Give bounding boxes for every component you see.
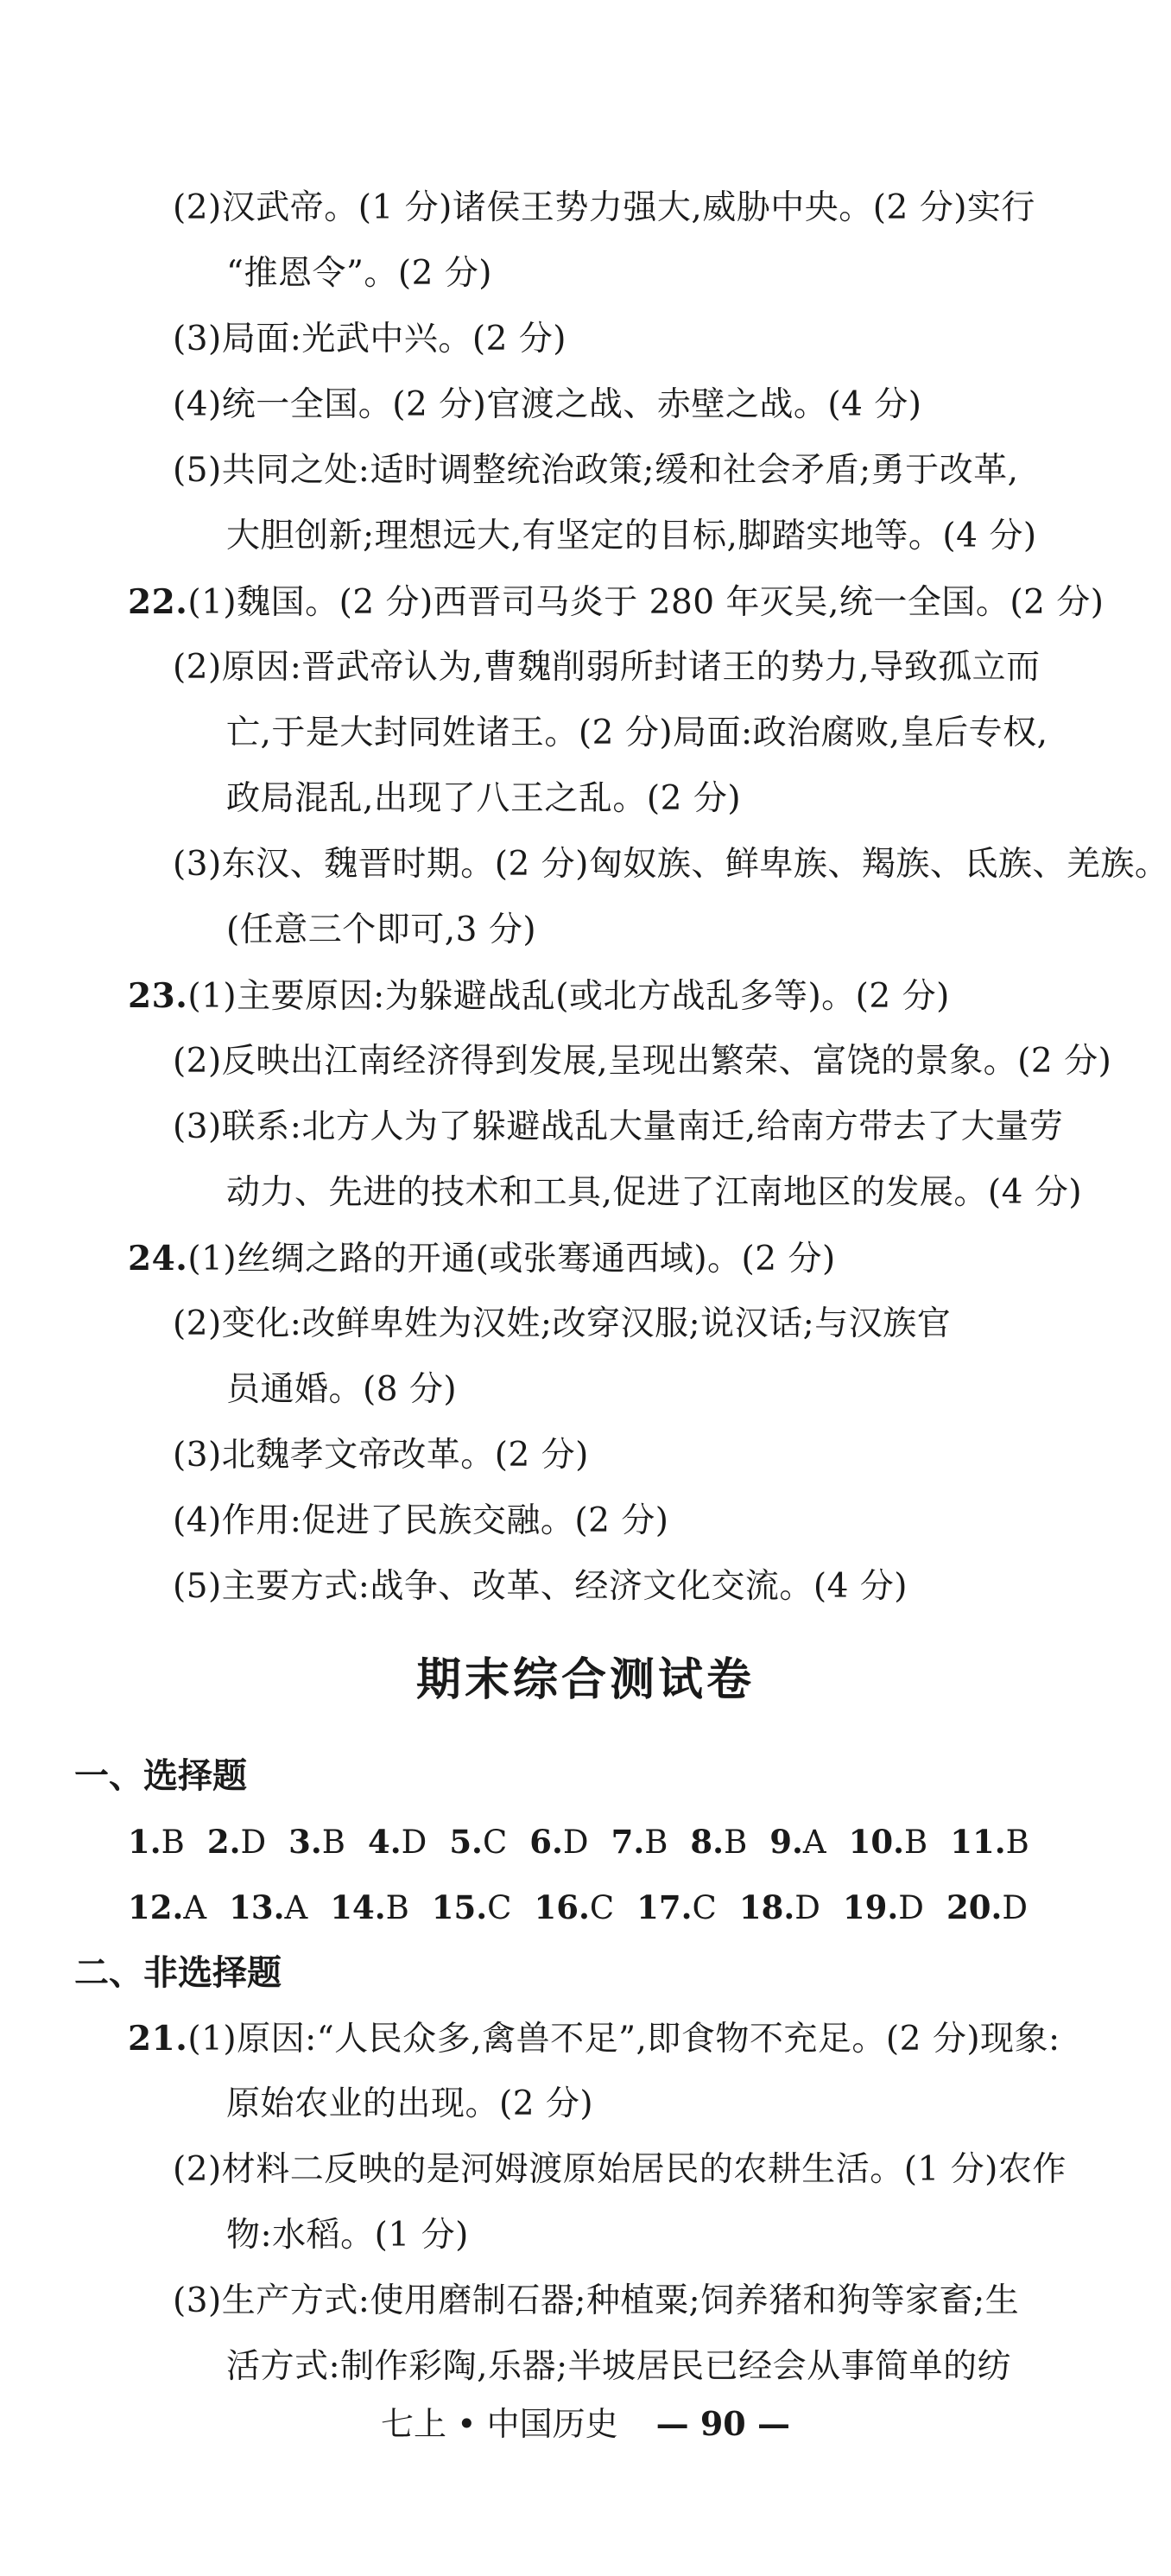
answer-line: (3)局面:光武中兴。(2 分) — [173, 320, 567, 358]
choice-letter: C — [487, 1889, 512, 1926]
answer-line: (4)作用:促进了民族交融。(2 分) — [173, 1501, 669, 1540]
choice-number: 5. — [449, 1823, 483, 1861]
choice-letter: D — [794, 1889, 820, 1926]
choice-number: 4. — [368, 1823, 402, 1861]
choice-answer — [534, 1885, 614, 1931]
choice-answer — [207, 1819, 266, 1865]
choice-answer — [611, 1819, 668, 1865]
choice-number: 14. — [330, 1888, 386, 1926]
choice-letter: B — [321, 1824, 345, 1861]
choice-letter: D — [401, 1824, 427, 1861]
footer-book-label: 七上 • 中国历史 — [381, 2405, 618, 2443]
choice-number: 16. — [534, 1888, 590, 1926]
choice-letter: D — [240, 1824, 267, 1861]
choice-answer — [128, 1885, 206, 1931]
choice-letter: D — [562, 1824, 589, 1861]
choice-number: 2. — [206, 1823, 241, 1861]
answer-line: (2)原因:晋武帝认为,曹魏削弱所封诸王的势力,导致孤立而 — [173, 648, 1041, 687]
choice-number: 11. — [950, 1823, 1006, 1861]
choice-letter: A — [802, 1824, 826, 1861]
choice-answer — [330, 1885, 409, 1931]
choice-letter: B — [161, 1824, 185, 1861]
question-number: 21. — [128, 2019, 188, 2059]
answer-text: (1)主要原因:为躲避战乱(或北方战乱多等)。(2 分) — [187, 977, 950, 1016]
question-number: 23. — [128, 976, 188, 1016]
choice-number: 1. — [128, 1823, 161, 1861]
answer-line: 动力、先进的技术和工具,促进了江南地区的发展。(4 分) — [226, 1173, 1083, 1212]
section-heading-non-choice: 二、非选择题 — [74, 1953, 282, 1993]
choice-number: 9. — [769, 1823, 803, 1861]
choice-answer — [432, 1885, 512, 1931]
answer-line: 物:水稻。(1 分) — [226, 2216, 469, 2255]
choice-letter: B — [904, 1824, 928, 1861]
page-number: — 90 — — [655, 2404, 790, 2443]
choice-answer — [229, 1885, 307, 1931]
question-22 — [128, 580, 1105, 625]
answer-line: (5)共同之处:适时调整统治政策;缓和社会矛盾;勇于改革, — [173, 451, 1019, 490]
choice-letter: C — [692, 1889, 717, 1926]
answer-text: (1)魏国。(2 分)西晋司马炎于 280 年灭吴,统一全国。(2 分) — [187, 583, 1105, 622]
choice-number: 10. — [848, 1823, 905, 1861]
choice-letter: B — [644, 1824, 668, 1861]
choice-answer — [690, 1819, 747, 1865]
answer-line: (3)东汉、魏晋时期。(2 分)匈奴族、鲜卑族、羯族、氐族、羌族。 — [173, 845, 1169, 884]
choice-letter: B — [1005, 1824, 1029, 1861]
choice-answer — [288, 1819, 345, 1865]
answer-line: (2)汉武帝。(1 分)诸侯王势力强大,威胁中央。(2 分)实行 — [173, 188, 1035, 227]
answer-line: (2)反映出江南经济得到发展,呈现出繁荣、富饶的景象。(2 分) — [173, 1042, 1112, 1081]
choice-answer — [368, 1819, 427, 1865]
choice-letter: B — [385, 1889, 409, 1926]
choice-letter: C — [482, 1824, 508, 1861]
choice-letter: D — [898, 1889, 924, 1926]
choice-letter: C — [589, 1889, 615, 1926]
answer-line: 员通婚。(8 分) — [226, 1370, 458, 1409]
choice-number: 15. — [431, 1888, 488, 1926]
choice-number: 19. — [842, 1888, 899, 1926]
question-number: 22. — [128, 582, 188, 622]
question-number: 24. — [128, 1239, 188, 1278]
choice-number: 12. — [128, 1888, 184, 1926]
choice-answers-row-2 — [128, 1885, 1050, 1931]
answer-line: (任意三个即可,3 分) — [226, 910, 537, 949]
choice-answer — [946, 1885, 1028, 1931]
choice-answer — [128, 1819, 185, 1865]
answer-line: “推恩令”。(2 分) — [226, 254, 493, 293]
choice-number: 3. — [288, 1823, 322, 1861]
section-heading-choice: 一、选择题 — [74, 1756, 247, 1796]
answer-line: 原始农业的出现。(2 分) — [226, 2084, 594, 2123]
answer-text: (1)原因:“人民众多,禽兽不足”,即食物不充足。(2 分)现象: — [187, 2020, 1060, 2059]
question-21 — [128, 2016, 1060, 2062]
choice-number: 17. — [636, 1888, 693, 1926]
answer-line: (4)统一全国。(2 分)官渡之战、赤壁之战。(4 分) — [173, 385, 922, 424]
answer-line: (3)北魏孝文帝改革。(2 分) — [173, 1436, 589, 1475]
choice-number: 20. — [946, 1888, 1003, 1926]
choice-answer — [739, 1885, 820, 1931]
exam-title: 期末综合测试卷 — [415, 1654, 755, 1706]
choice-answer — [849, 1819, 928, 1865]
answer-line: 政局混乱,出现了八王之乱。(2 分) — [226, 779, 742, 818]
answer-line: (3)生产方式:使用磨制石器;种植粟;饲养猪和狗等家畜;生 — [173, 2281, 1020, 2320]
answer-line: 大胆创新;理想远大,有坚定的目标,脚踏实地等。(4 分) — [226, 517, 1037, 555]
choice-number: 6. — [529, 1823, 563, 1861]
choice-answer — [449, 1819, 507, 1865]
choice-number: 18. — [738, 1888, 795, 1926]
choice-letter: A — [284, 1889, 308, 1926]
choice-letter: B — [724, 1824, 748, 1861]
choice-answers-row-1 — [128, 1819, 1052, 1865]
choice-number: 7. — [611, 1823, 645, 1861]
question-23 — [128, 974, 950, 1019]
choice-number: 13. — [229, 1888, 285, 1926]
choice-letter: A — [183, 1889, 207, 1926]
choice-number: 8. — [690, 1823, 725, 1861]
answer-line: 亡,于是大封同姓诸王。(2 分)局面:政治腐败,皇后专权, — [226, 714, 1048, 752]
answer-line: (2)材料二反映的是河姆渡原始居民的农耕生活。(1 分)农作 — [173, 2150, 1067, 2189]
question-24 — [128, 1236, 836, 1282]
answer-line: (2)变化:改鲜卑姓为汉姓;改穿汉服;说汉话;与汉族官 — [173, 1304, 952, 1343]
answer-line: (3)联系:北方人为了躲避战乱大量南迁,给南方带去了大量劳 — [173, 1107, 1064, 1146]
choice-letter: D — [1002, 1889, 1028, 1926]
choice-answer — [843, 1885, 924, 1931]
page-footer — [0, 2402, 1171, 2446]
choice-answer — [769, 1819, 826, 1865]
choice-answer — [636, 1885, 717, 1931]
answer-line: 活方式:制作彩陶,乐器;半坡居民已经会从事简单的纺 — [226, 2347, 1012, 2386]
answer-line: (5)主要方式:战争、改革、经济文化交流。(4 分) — [173, 1567, 908, 1606]
answer-text: (1)丝绸之路的开通(或张骞通西域)。(2 分) — [187, 1240, 836, 1278]
choice-answer — [950, 1819, 1029, 1865]
choice-answer — [529, 1819, 588, 1865]
